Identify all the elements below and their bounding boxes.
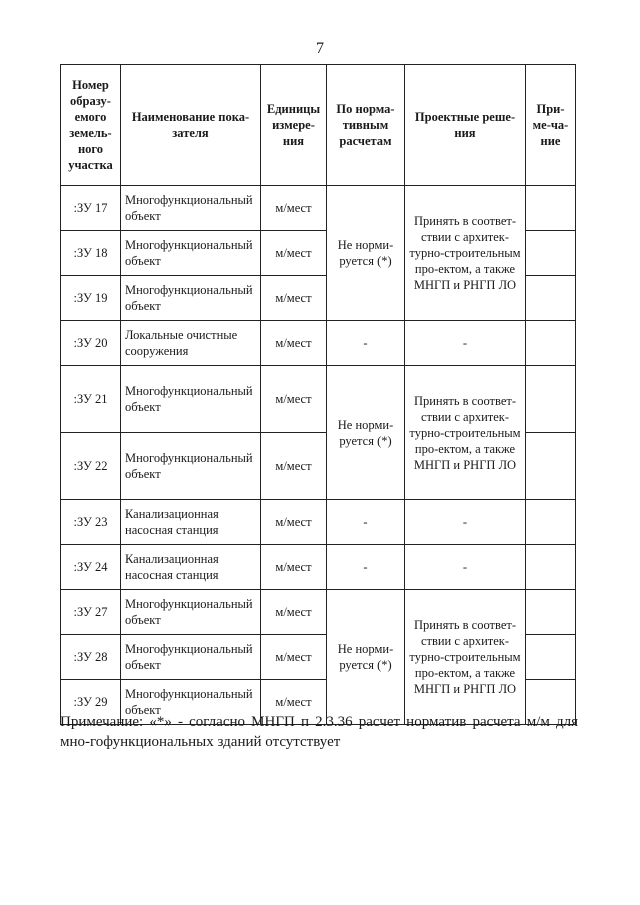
header-indicator-name: Наименование пока-зателя	[121, 65, 261, 186]
indicator-name: Канализационная насосная станция	[121, 500, 261, 545]
note-cell	[526, 321, 576, 366]
plot-number: :ЗУ 20	[61, 321, 121, 366]
header-project-decision: Проектные реше-ния	[405, 65, 526, 186]
note-cell	[526, 276, 576, 321]
project-decision: -	[405, 321, 526, 366]
header-units: Единицы измере-ния	[261, 65, 327, 186]
indicator-name: Многофункциональный объект	[121, 635, 261, 680]
table-row	[61, 500, 576, 545]
plot-number: :ЗУ 27	[61, 590, 121, 635]
indicator-name: Многофункциональный объект	[121, 231, 261, 276]
unit: м/мест	[261, 680, 327, 725]
unit: м/мест	[261, 635, 327, 680]
plot-number: :ЗУ 24	[61, 545, 121, 590]
indicator-name: Многофункциональный объект	[121, 186, 261, 231]
normative-value: -	[327, 321, 405, 366]
header-note: При-ме-ча-ние	[526, 65, 576, 186]
table-row	[61, 321, 576, 366]
unit: м/мест	[261, 433, 327, 500]
indicator-name: Многофункциональный объект	[121, 276, 261, 321]
plot-number: :ЗУ 29	[61, 680, 121, 725]
normative-value: Не норми-руется (*)	[327, 186, 405, 321]
header-plot-number: Номер образу-емого земель-ного участка	[61, 65, 121, 186]
note-cell	[526, 545, 576, 590]
note-cell	[526, 635, 576, 680]
plot-number: :ЗУ 17	[61, 186, 121, 231]
unit: м/мест	[261, 366, 327, 433]
note-cell	[526, 433, 576, 500]
header-normative: По норма-тивным расчетам	[327, 65, 405, 186]
footnote: Примечание: «*» - согласно МНГП п 2.3.36 расчет норматив расчета м/м для мно-гофункциональных зданий отсутствует	[60, 714, 578, 750]
plot-number: :ЗУ 28	[61, 635, 121, 680]
project-decision: Принять в соответ-ствии с архитек-турно-строительным про-ектом, а также МНГП и РНГП ЛО	[405, 366, 526, 500]
unit: м/мест	[261, 321, 327, 366]
table-row	[61, 186, 576, 231]
normative-value: Не норми-руется (*)	[327, 590, 405, 725]
page-number: 7	[316, 40, 324, 57]
note-cell	[526, 590, 576, 635]
indicator-name: Многофункциональный объект	[121, 433, 261, 500]
table-row	[61, 366, 576, 433]
indicator-name: Многофункциональный объект	[121, 680, 261, 725]
table-header-row	[61, 65, 576, 186]
unit: м/мест	[261, 545, 327, 590]
note-cell	[526, 500, 576, 545]
indicators-table	[60, 64, 576, 725]
indicator-name: Многофункциональный объект	[121, 366, 261, 433]
normative-value: -	[327, 545, 405, 590]
unit: м/мест	[261, 500, 327, 545]
normative-value: -	[327, 500, 405, 545]
unit: м/мест	[261, 276, 327, 321]
plot-number: :ЗУ 22	[61, 433, 121, 500]
plot-number: :ЗУ 19	[61, 276, 121, 321]
table-row	[61, 545, 576, 590]
indicator-name: Канализационная насосная станция	[121, 545, 261, 590]
table-row	[61, 590, 576, 635]
unit: м/мест	[261, 231, 327, 276]
plot-number: :ЗУ 23	[61, 500, 121, 545]
note-cell	[526, 231, 576, 276]
plot-number: :ЗУ 21	[61, 366, 121, 433]
indicator-name: Локальные очистные сооружения	[121, 321, 261, 366]
plot-number: :ЗУ 18	[61, 231, 121, 276]
note-cell	[526, 186, 576, 231]
indicator-name: Многофункциональный объект	[121, 590, 261, 635]
unit: м/мест	[261, 186, 327, 231]
project-decision: Принять в соответ-ствии с архитек-турно-строительным про-ектом, а также МНГП и РНГП ЛО	[405, 186, 526, 321]
note-cell	[526, 366, 576, 433]
project-decision: -	[405, 545, 526, 590]
normative-value: Не норми-руется (*)	[327, 366, 405, 500]
project-decision: Принять в соответ-ствии с архитек-турно-строительным про-ектом, а также МНГП и РНГП ЛО	[405, 590, 526, 725]
unit: м/мест	[261, 590, 327, 635]
project-decision: -	[405, 500, 526, 545]
